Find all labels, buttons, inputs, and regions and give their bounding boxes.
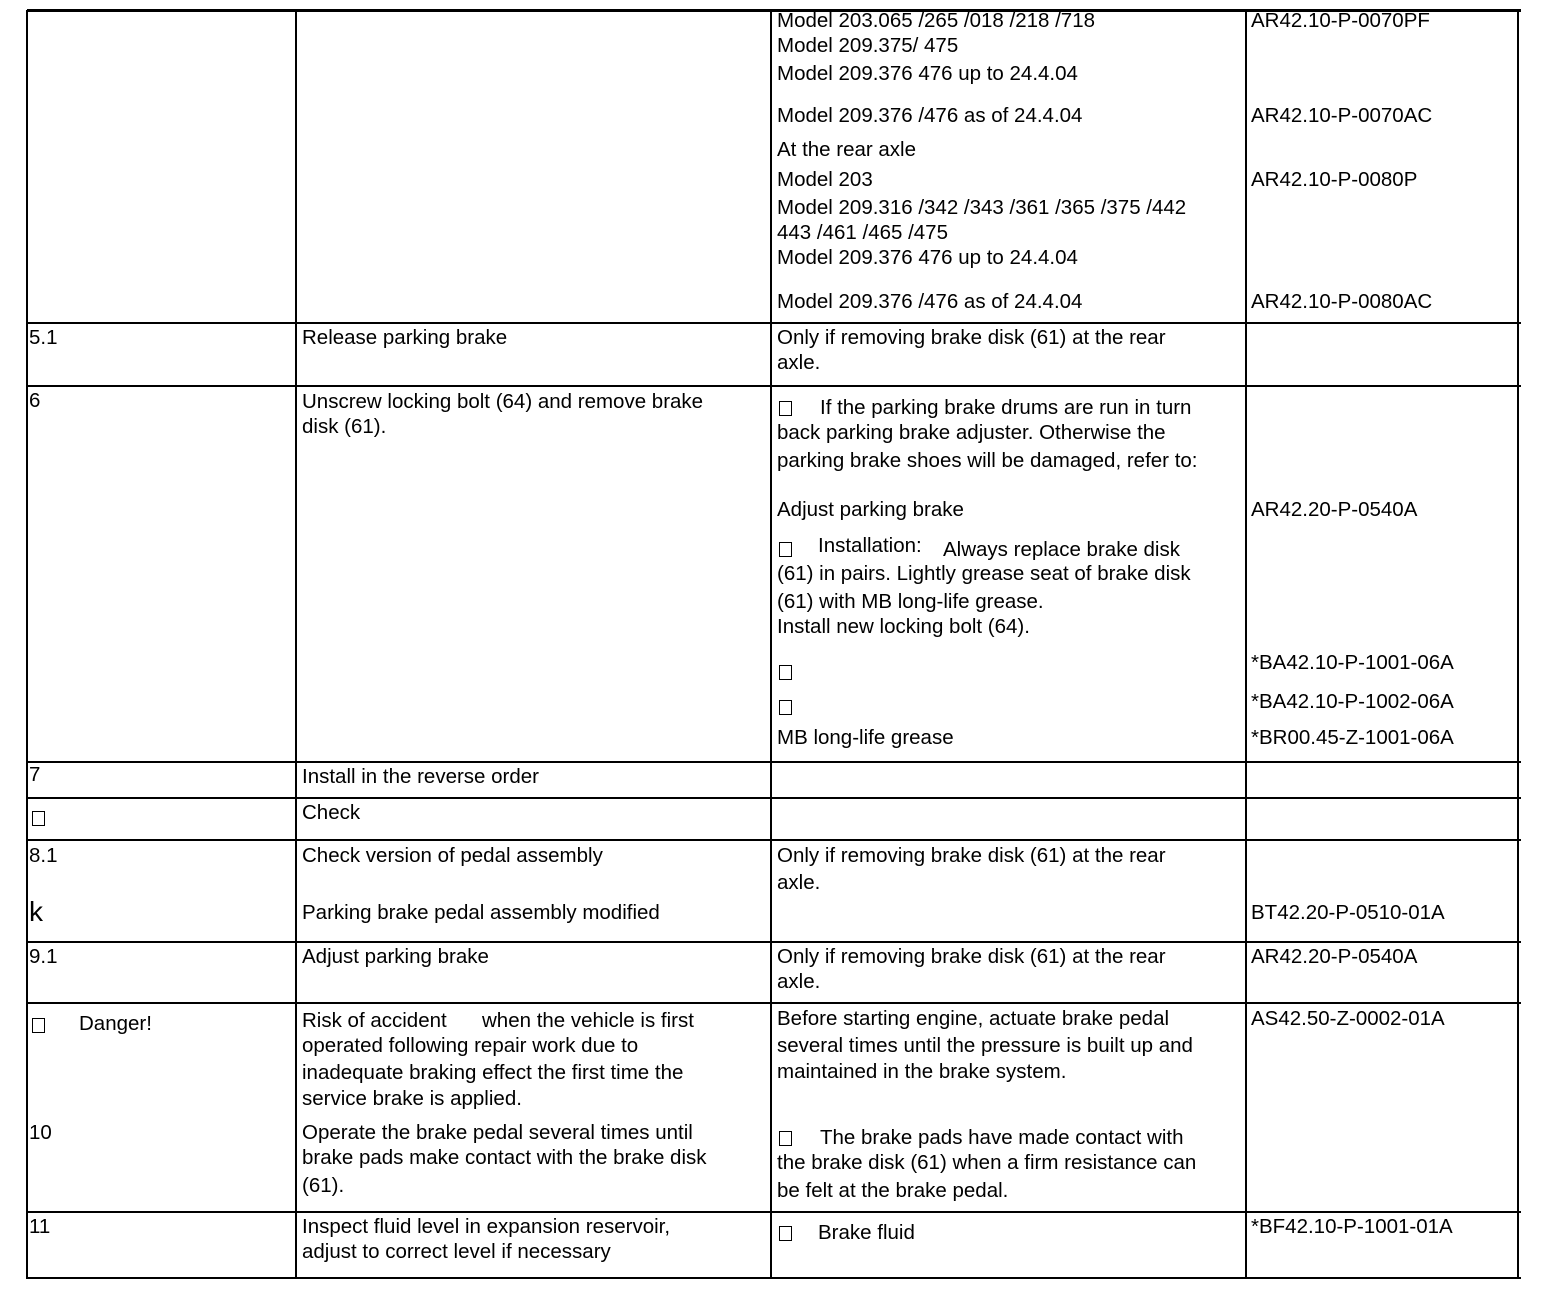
row-divider [27,385,1521,387]
risk-text: operated following repair work due to [302,1034,639,1057]
risk-title: Risk of accident [302,1009,447,1032]
reference-link[interactable]: AS42.50-Z-0002-01A [1251,1007,1445,1030]
torque-icon [779,665,792,680]
column-divider-2 [770,10,772,1279]
row-divider [27,322,1521,324]
model-line: 443 /461 /465 /475 [777,221,948,244]
installation-text: (61) with MB long-life grease. [777,590,1044,613]
warning-icon [32,1018,45,1033]
reference-link[interactable]: AR42.20-P-0540A [1251,498,1418,521]
reference-link[interactable]: *BA42.10-P-1002-06A [1251,690,1454,713]
model-line: Model 209.375/ 475 [777,34,959,57]
step-action: adjust to correct level if necessary [302,1240,611,1263]
step-note: axle. [777,970,821,993]
model-line: Model 209.316 /342 /343 /361 /365 /375 /442 [777,196,1187,219]
check-icon [32,811,45,826]
step-note: axle. [777,351,821,374]
step-number: 5.1 [29,326,58,349]
step-action: disk (61). [302,415,387,438]
step-note: Before starting engine, actuate brake pedal [777,1007,1170,1030]
step-number: 7 [29,763,41,786]
column-divider-1 [295,10,297,1279]
reference-link[interactable]: AR42.10-P-0080AC [1251,290,1433,313]
step-action: Operate the brake pedal several times until [302,1121,693,1144]
table-bottom-border [27,1277,1521,1279]
step-action: Inspect fluid level in expansion reservoir, [302,1215,671,1238]
column-divider-3 [1245,10,1247,1279]
step-note: Brake fluid [818,1221,915,1244]
reference-link[interactable]: *BR00.45-Z-1001-06A [1251,726,1454,749]
step-note: axle. [777,871,821,894]
installation-label: Installation: [818,534,922,557]
row-divider [27,1211,1521,1213]
model-line: Model 203.065 /265 /018 /218 /718 [777,9,1096,32]
reference-link[interactable]: *BF42.10-P-1001-01A [1251,1215,1453,1238]
step-number: 8.1 [29,844,58,867]
step-note: Only if removing brake disk (61) at the rear [777,844,1166,867]
step-note: several times until the pressure is built up and [777,1034,1193,1057]
grease-label: MB long-life grease [777,726,954,749]
step-action: brake pads make contact with the brake disk [302,1146,707,1169]
step-number: 6 [29,389,41,412]
torque-icon [779,700,792,715]
danger-label: Danger! [79,1012,152,1035]
installation-text: Install new locking bolt (64). [777,615,1030,638]
marker: k [29,896,43,927]
step-action: Parking brake pedal assembly modified [302,901,660,924]
step-action: Adjust parking brake [302,945,489,968]
installation-text: (61) in pairs. Lightly grease seat of brake disk [777,562,1191,585]
note-icon [779,542,792,557]
step-number: 11 [29,1215,51,1238]
risk-text: when the vehicle is first [482,1009,694,1032]
step-note: be felt at the brake pedal. [777,1179,1009,1202]
step-note: If the parking brake drums are run in turn [820,396,1192,419]
reference-link[interactable]: AR42.10-P-0070PF [1251,9,1430,32]
model-line: Model 209.376 476 up to 24.4.04 [777,62,1078,85]
section-label: At the rear axle [777,138,917,161]
row-divider [27,1002,1521,1004]
step-note: parking brake shoes will be damaged, refer to: [777,449,1198,472]
reference-link[interactable]: AR42.10-P-0080P [1251,168,1418,191]
risk-text: inadequate braking effect the first time the [302,1061,684,1084]
step-note: the brake disk (61) when a firm resistance can [777,1151,1197,1174]
row-divider [27,941,1521,943]
installation-text: Always replace brake disk [943,538,1180,561]
model-line: Model 209.376 /476 as of 24.4.04 [777,290,1083,313]
reference-link[interactable]: *BA42.10-P-1001-06A [1251,651,1454,674]
model-line: Model 209.376 476 up to 24.4.04 [777,246,1078,269]
table-right-border [1517,10,1519,1279]
model-line: Model 203 [777,168,873,191]
step-action: Unscrew locking bolt (64) and remove brake [302,390,704,413]
row-divider [27,761,1521,763]
step-note: back parking brake adjuster. Otherwise the [777,421,1166,444]
adjust-label: Adjust parking brake [777,498,964,521]
note-icon [779,1131,792,1146]
reference-link[interactable]: AR42.20-P-0540A [1251,945,1418,968]
step-number: 9.1 [29,945,58,968]
step-note: The brake pads have made contact with [820,1126,1184,1149]
row-divider [27,839,1521,841]
step-number: 10 [29,1121,52,1144]
step-action: Check version of pedal assembly [302,844,603,867]
step-action: Release parking brake [302,326,508,349]
step-note: Only if removing brake disk (61) at the rear [777,945,1166,968]
model-line: Model 209.376 /476 as of 24.4.04 [777,104,1083,127]
step-action: (61). [302,1174,345,1197]
reference-link[interactable]: AR42.10-P-0070AC [1251,104,1433,127]
step-action: Install in the reverse order [302,765,540,788]
risk-text: service brake is applied. [302,1087,522,1110]
reference-link[interactable]: BT42.20-P-0510-01A [1251,901,1445,924]
note-icon [779,401,792,416]
table-left-border [26,10,28,1279]
row-divider [27,797,1521,799]
step-note: Only if removing brake disk (61) at the rear [777,326,1166,349]
step-note: maintained in the brake system. [777,1060,1067,1083]
fluid-icon [779,1226,792,1241]
step-action: Check [302,801,361,824]
